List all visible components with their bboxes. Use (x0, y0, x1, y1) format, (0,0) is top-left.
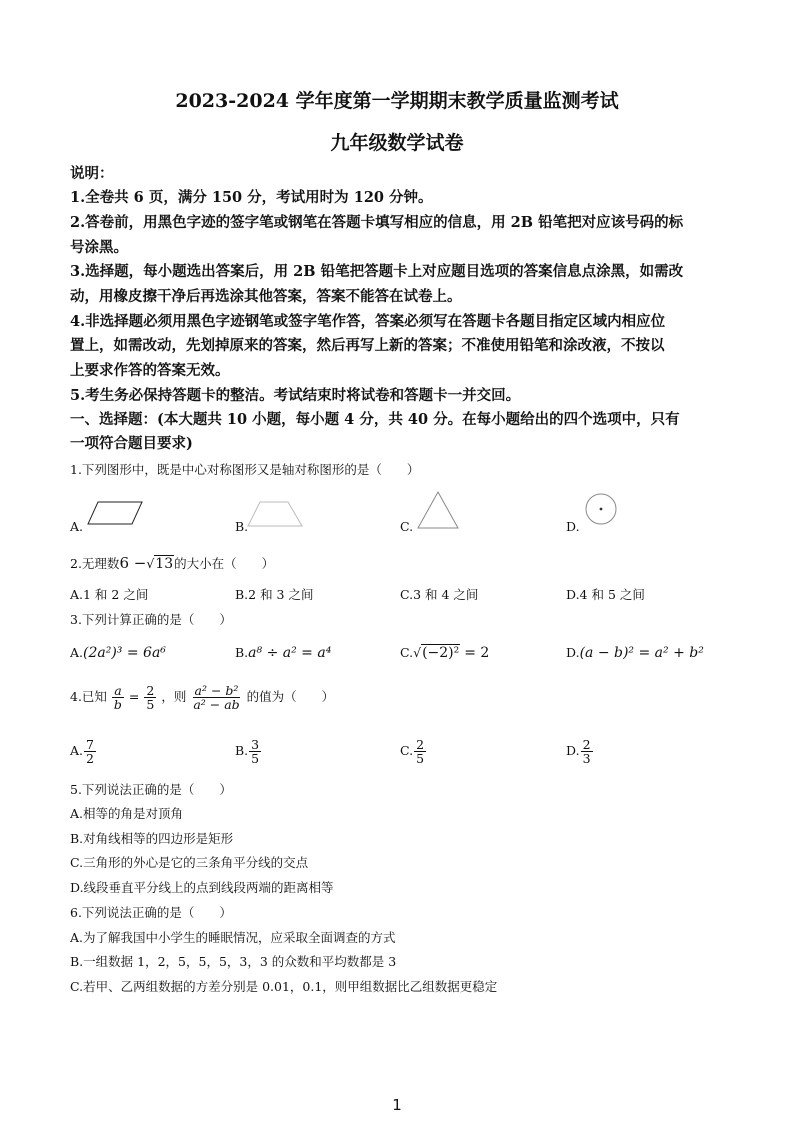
q4-c-label: C. (400, 743, 414, 759)
q4-stem-post: 的值为（ ） (246, 689, 335, 705)
frac-den: 2 (86, 751, 94, 767)
q2-option-c: C.3 和 4 之间 (400, 587, 479, 602)
q4-option-a (70, 738, 97, 765)
q4-fraction-2-5 (144, 684, 156, 711)
instructions-heading: 说明： (70, 165, 114, 182)
q3-option-a (70, 645, 166, 661)
q3-b-expr: a⁸ ÷ a² = a⁴ (248, 645, 332, 661)
circle-icon (584, 492, 620, 528)
q5-option-a: A.相等的角是对顶角 (70, 806, 184, 821)
instruction-line: 3.选择题，每小题选出答案后，用 2B 铅笔把答题卡上对应题目选项的答案信息点涂黑，如需改 (70, 263, 684, 280)
q4-b-fraction (249, 738, 261, 765)
frac-den: 5 (251, 751, 260, 767)
instruction-line: 动，用橡皮擦干净后再选涂其他答案，答案不能答在试卷上。 (70, 288, 462, 305)
q4-equals: = (128, 689, 140, 705)
q2-stem-pre: 2.无理数 (70, 556, 120, 571)
frac-num: 2 (416, 737, 425, 752)
frac-num: 2 (582, 737, 591, 752)
q1-option-c-label: C. (400, 519, 414, 534)
q2-option-b: B.2 和 3 之间 (235, 587, 314, 602)
frac-den: 3 (582, 751, 591, 767)
question-6-stem: 6.下列说法正确的是（ ） (70, 905, 232, 920)
frac-num: a² − b² (194, 683, 239, 698)
q2-stem-post: 的大小在（ ） (174, 556, 275, 571)
q4-option-d (566, 738, 594, 765)
frac-num: 3 (251, 737, 260, 752)
q3-b-label: B. (235, 645, 249, 660)
q4-fraction-expression (191, 684, 241, 711)
q4-b-label: B. (235, 743, 249, 759)
instruction-line: 1.全卷共 6 页，满分 150 分，考试用时为 120 分钟。 (70, 189, 433, 206)
frac-num: 7 (86, 737, 94, 752)
q2-radicand: 13 (155, 556, 174, 572)
instruction-line: 2.答卷前，用黑色字迹的签字笔或钢笔在答题卡填写相应的信息，用 2B 铅笔把对应该号码的标 (70, 214, 684, 231)
q5-option-c: C.三角形的外心是它的三条角平分线的交点 (70, 855, 309, 870)
question-1-stem: 1.下列图形中，既是中心对称图形又是轴对称图形的是（ ） (70, 462, 420, 477)
parallelogram-icon (86, 500, 146, 528)
q4-a-fraction (84, 738, 96, 765)
exam-subtitle: 九年级数学试卷 (330, 132, 464, 154)
q4-d-label: D. (566, 743, 580, 759)
instruction-line: 5.考生务必保持答题卡的整洁。考试结束时将试卷和答题卡一并交回。 (70, 387, 521, 404)
q5-option-b: B.对角线相等的四边形是矩形 (70, 831, 234, 846)
q5-option-d: D.线段垂直平分线上的点到线段两端的距离相等 (70, 880, 334, 895)
q6-option-c: C.若甲、乙两组数据的方差分别是 0.01，0.1，则甲组数据比乙组数据更稳定 (70, 979, 498, 994)
q2-option-a: A.1 和 2 之间 (70, 587, 149, 602)
frac-den: a² − ab (193, 697, 240, 713)
question-4-stem (70, 684, 334, 711)
section-heading: 一、选择题：(本大题共 10 小题，每小题 4 分，共 40 分。在每小题给出的四个选项中，只有 (70, 411, 680, 428)
q6-option-b: B.一组数据 1，2，5，5，5，3，3 的众数和平均数都是 3 (70, 954, 397, 969)
q6-option-a: A.为了解我国中小学生的睡眠情况，应采取全面调查的方式 (70, 930, 396, 945)
q1-option-a-label: A. (70, 519, 84, 534)
frac-num: a (114, 683, 122, 698)
q4-stem-pre: 4.已知 (70, 689, 107, 705)
exam-title: 2023-2024 学年度第一学期期末教学质量监测考试 (175, 90, 619, 112)
q2-expr: 6 − (119, 554, 147, 572)
question-3-stem: 3.下列计算正确的是（ ） (70, 612, 232, 627)
trapezoid-icon (248, 500, 308, 530)
instruction-line: 4.非选择题必须用黑色字迹钢笔或签字笔作答，答案必须写在答题卡各题目指定区域内相应位 (70, 313, 666, 330)
q4-option-b (235, 738, 262, 765)
instruction-line: 上要求作答的答案无效。 (70, 362, 230, 379)
q3-option-c: C.√(−2)² = 2 (400, 645, 490, 661)
q3-c-rhs: = 2 (464, 645, 490, 661)
frac-num: 2 (146, 683, 155, 698)
q3-option-b (235, 645, 331, 661)
q1-option-b-label: B. (235, 519, 249, 534)
instruction-line: 号涂黑。 (70, 239, 128, 256)
q4-fraction-a-b (112, 684, 124, 711)
q4-option-c (400, 738, 427, 765)
q3-d-expr: (a − b)² = a² + b² (579, 645, 704, 661)
q4-d-fraction (581, 738, 593, 765)
q3-c-label: C. (400, 645, 414, 660)
frac-den: 5 (416, 751, 425, 767)
q3-option-d (566, 645, 704, 661)
question-2-stem: 2.无理数6 −√13的大小在（ ） (70, 554, 275, 572)
q1-option-d-label: D. (566, 519, 580, 534)
section-heading: 一项符合题目要求) (70, 435, 193, 452)
q4-c-fraction (414, 738, 426, 765)
q3-d-label: D. (566, 645, 580, 660)
q3-a-expr: (2a²)³ = 6a⁶ (83, 645, 166, 661)
q3-c-radicand: (−2)² (422, 645, 460, 661)
q4-stem-mid: ，则 (161, 689, 187, 705)
triangle-icon (416, 490, 462, 532)
q4-a-label: A. (70, 743, 84, 759)
q3-a-label: A. (70, 645, 84, 660)
instruction-line: 置上，如需改动，先划掉原来的答案，然后再写上新的答案；不准使用铅笔和涂改液，不按以 (70, 337, 665, 354)
frac-den: b (113, 697, 122, 713)
q2-option-d: D.4 和 5 之间 (566, 587, 645, 602)
frac-den: 5 (146, 697, 155, 713)
page-number: 1 (392, 1096, 402, 1114)
question-5-stem: 5.下列说法正确的是（ ） (70, 782, 232, 797)
